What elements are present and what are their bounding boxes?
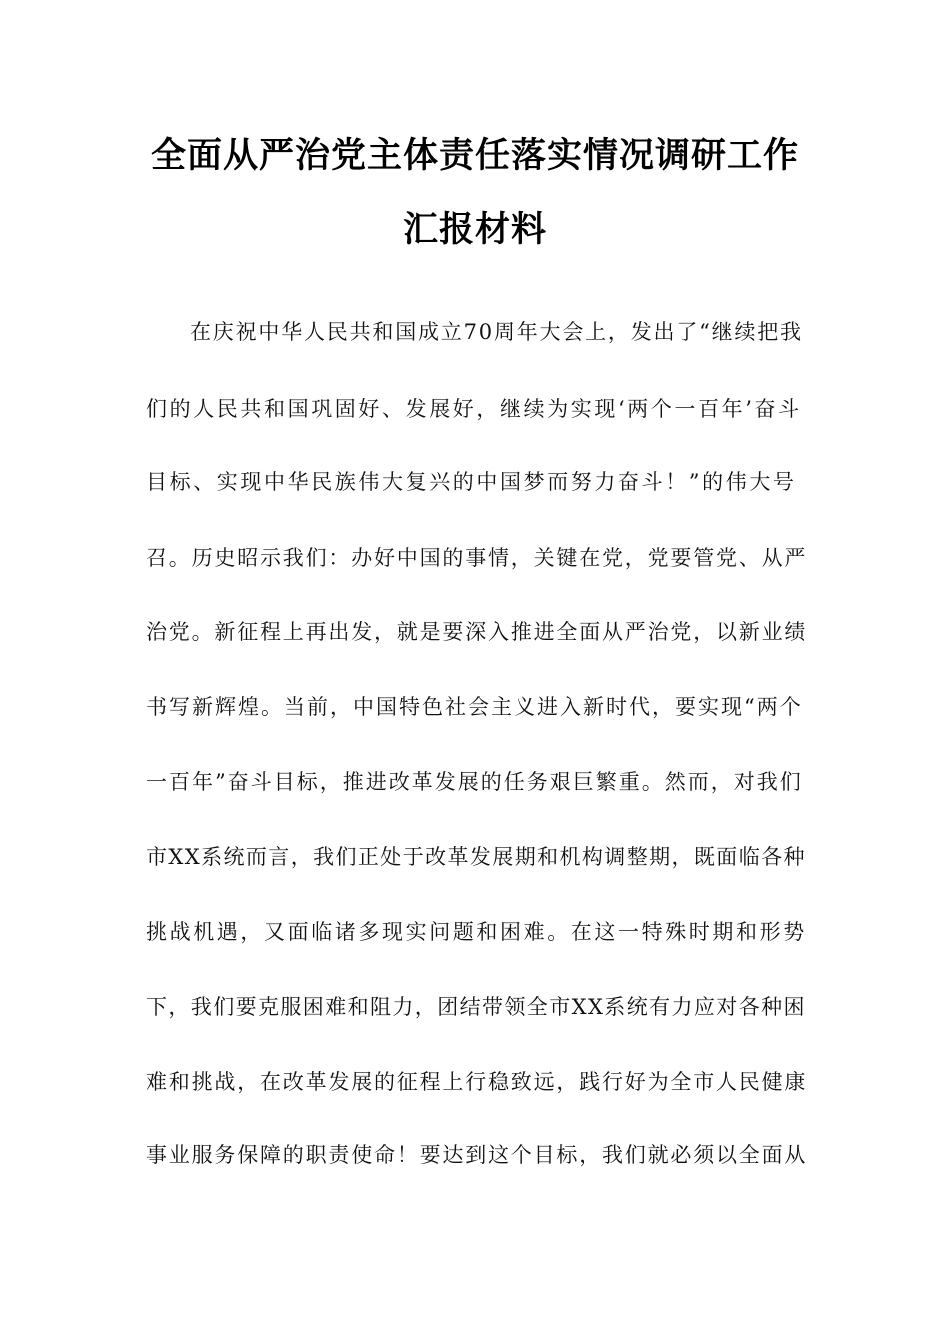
paragraph-line-6: 书写新辉煌。当前，中国特色社会主义进入新时代，要实现“两个 [146,695,803,719]
paragraph-line-3: 目标、实现中华民族伟大复兴的中国梦而努力奋斗！”的伟大号 [146,470,797,494]
paragraph-line-12: 事业服务保障的职责使命！要达到这个目标，我们就必须以全面从 [146,1143,808,1167]
paragraph-line-10: 下，我们要克服困难和阻力，团结带领全市XX系统有力应对各种困 [146,995,806,1019]
paragraph-line-7: 一百年”奋斗目标，推进改革发展的任务艰巨繁重。然而，对我们 [146,770,803,794]
paragraph-line-8: 市XX系统而言，我们正处于改革发展期和机构调整期，既面临各种 [146,845,806,869]
paragraph-line-4: 召。历史昭示我们：办好中国的事情，关键在党，党要管党、从严 [146,546,808,570]
paragraph-line-2: 们的人民共和国巩固好、发展好，继续为实现‘两个一百年’奋斗 [146,397,802,421]
paragraph-line-9: 挑战机遇，又面临诸多现实问题和困难。在这一特殊时期和形势 [146,920,807,944]
paragraph-line-5: 治党。新征程上再出发，就是要深入推进全面从严治党，以新业绩 [146,620,808,644]
paragraph-line-1: 在庆祝中华人民共和国成立70周年大会上，发出了“继续把我 [190,320,803,344]
document-title-line-2: 汇报材料 [402,210,547,250]
paragraph-line-11: 难和挑战，在改革发展的征程上行稳致远，践行好为全市人民健康 [146,1070,808,1094]
document-title-line-1: 全面从严治党主体责任落实情况调研工作 [150,136,799,176]
